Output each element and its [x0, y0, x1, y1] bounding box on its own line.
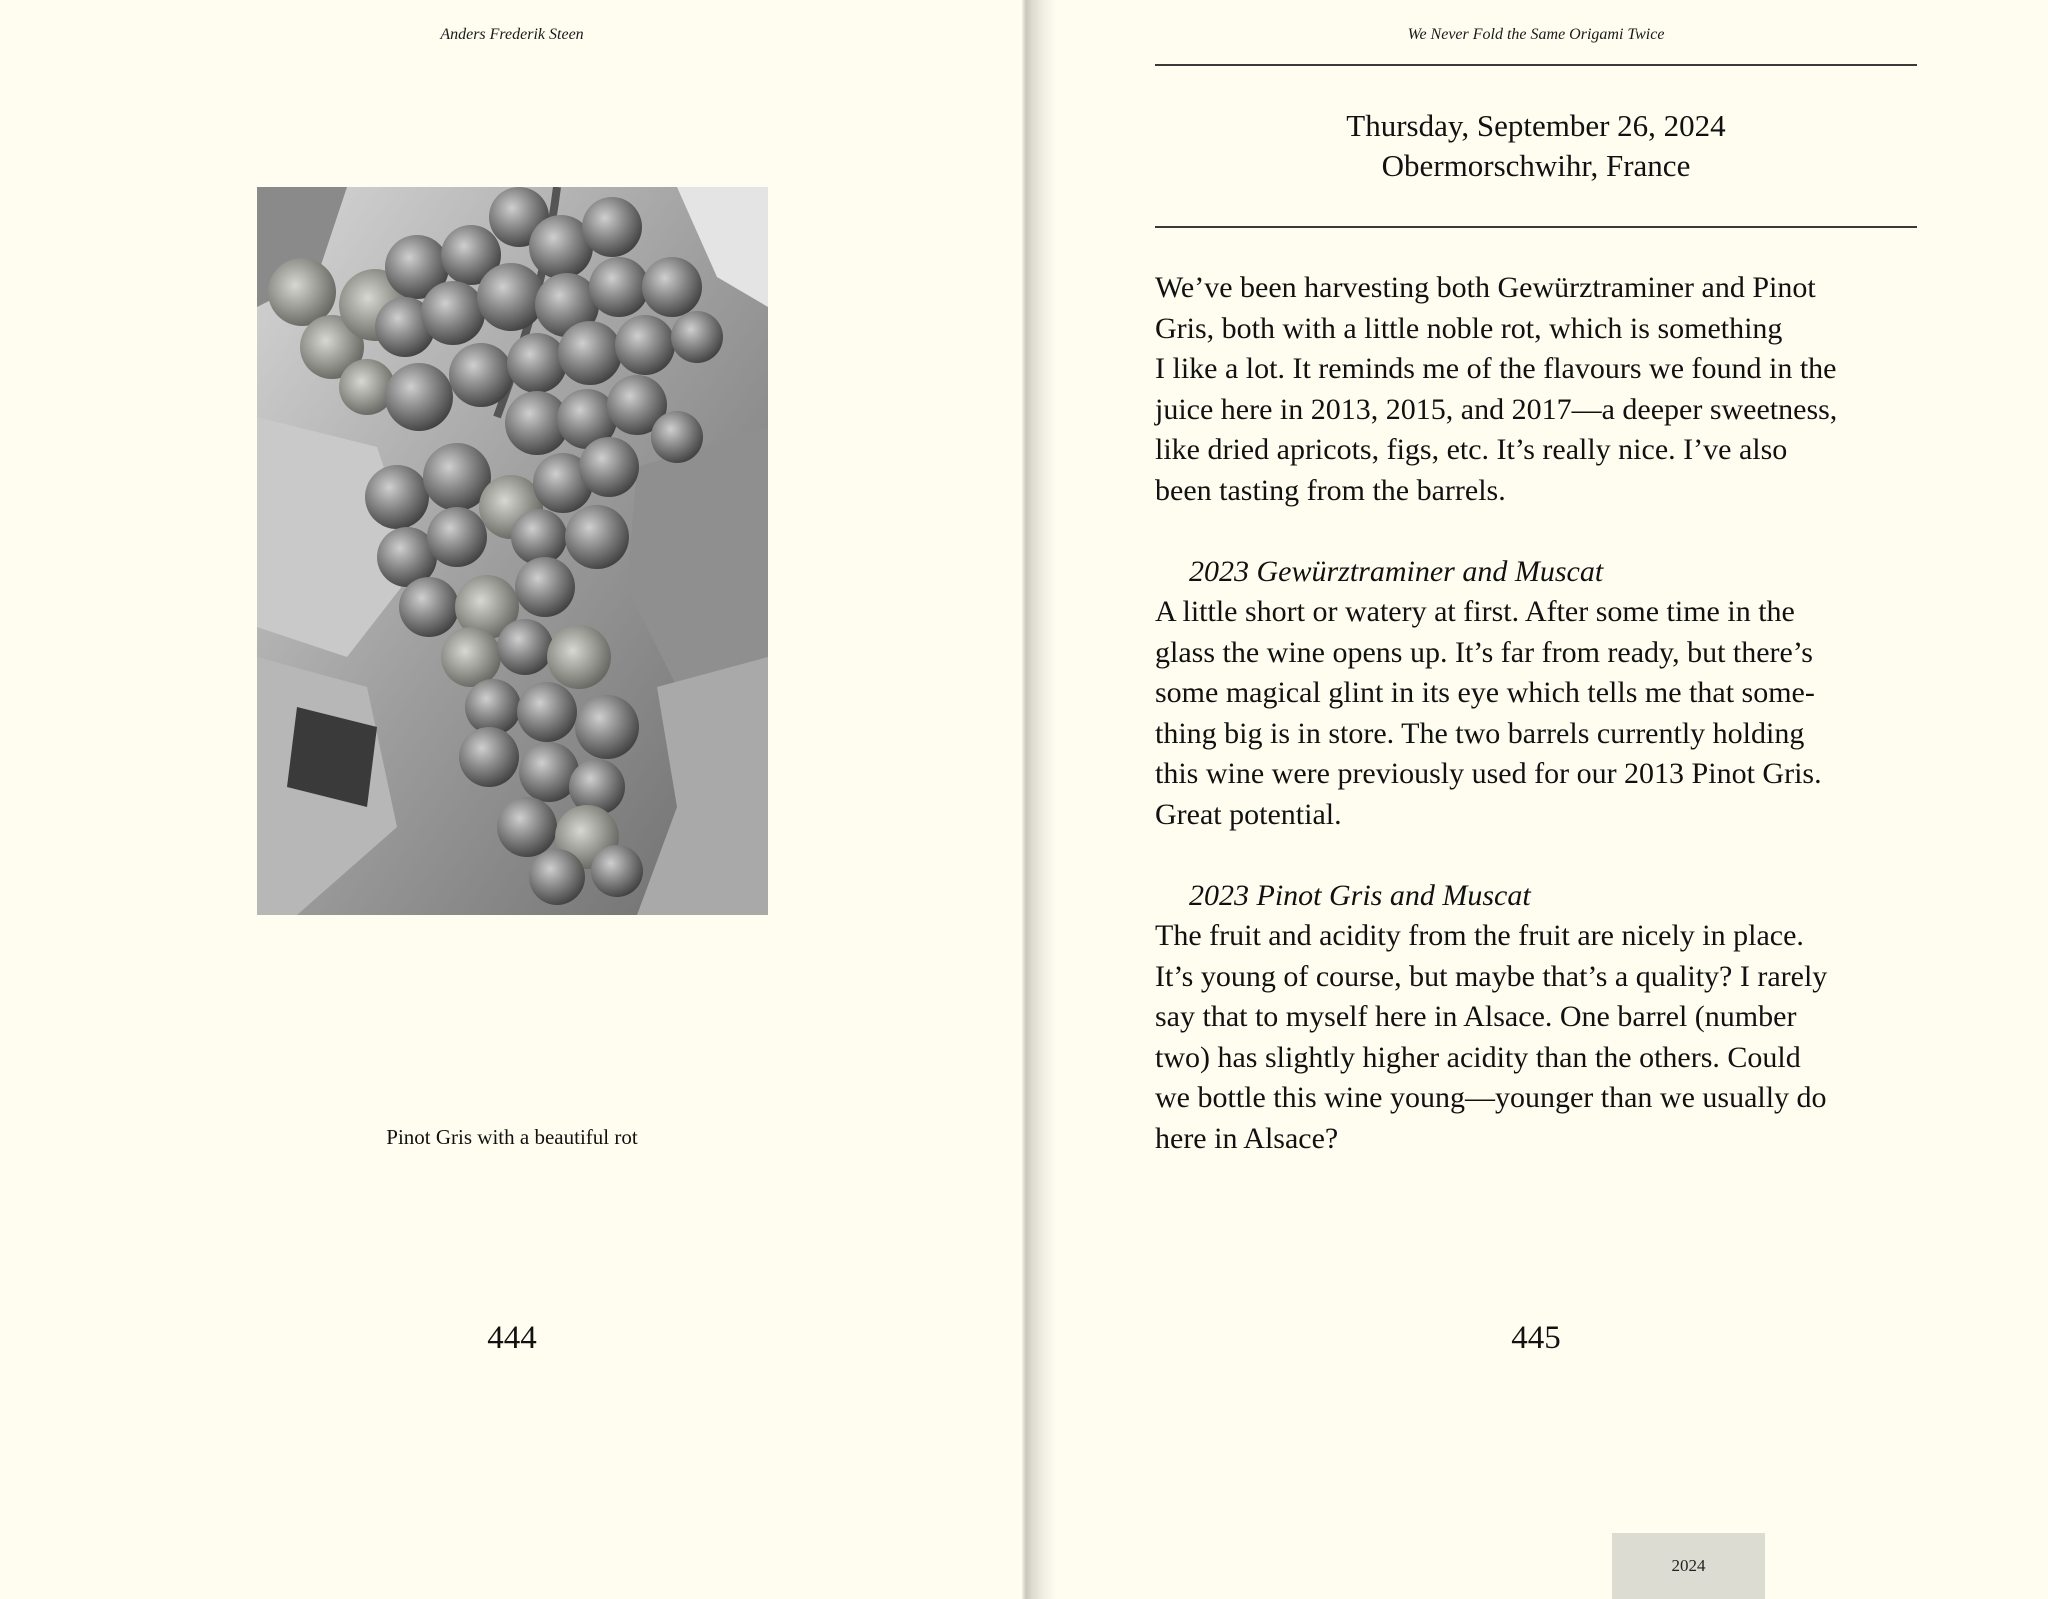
- paragraph-gap: [1155, 835, 1917, 876]
- year-tab[interactable]: 2024: [1612, 1533, 1765, 1599]
- tasting-note-line: It’s young of course, but maybe that’s a quality? I rarely: [1155, 959, 1828, 993]
- tasting-note-heading: 2023 Gewürztraminer and Muscat: [1189, 554, 1604, 588]
- grape-cluster-illustration: [257, 187, 768, 915]
- tasting-note-line: The fruit and acidity from the fruit are nicely in place.: [1155, 919, 1804, 952]
- page-number-right: 445: [1511, 1320, 1561, 1356]
- tasting-note-line: two) has slightly higher acidity than the others. Could: [1155, 1040, 1801, 1074]
- tasting-note-line: some magical glint in its eye which tells me that some-: [1155, 676, 1815, 709]
- grape-cluster-photo: [257, 187, 768, 915]
- tasting-note-line: say that to myself here in Alsace. One barrel (number: [1155, 1000, 1797, 1033]
- tasting-note-line: this wine were previously used for our 2013 Pinot Gris.: [1155, 757, 1822, 790]
- running-head-title: We Never Fold the Same Origami Twice: [1407, 26, 1665, 43]
- bottom-rule: [1155, 226, 1917, 228]
- intro-line: We’ve been harvesting both Gewürztraminer and Pinot: [1155, 271, 1816, 304]
- intro-line: juice here in 2013, 2015, and 2017—a deeper sweetness,: [1155, 392, 1838, 426]
- paragraph-gap: [1155, 511, 1917, 552]
- intro-line: been tasting from the barrels.: [1155, 473, 1506, 507]
- book-gutter-shadow: [1022, 0, 1056, 1599]
- tasting-note-line: A little short or watery at first. After some time in the: [1155, 595, 1795, 628]
- entry-place: Obermorschwihr, France: [1381, 148, 1691, 183]
- entry-date: Thursday, September 26, 2024: [1346, 108, 1726, 143]
- tasting-note-line: here in Alsace?: [1155, 1121, 1339, 1155]
- tasting-note-line: glass the wine opens up. It’s far from ready, but there’s: [1155, 635, 1813, 669]
- top-rule: [1155, 64, 1917, 66]
- running-head-author: Anders Frederik Steen: [440, 26, 584, 43]
- tasting-note-line: Great potential.: [1155, 797, 1342, 831]
- intro-line: like dried apricots, figs, etc. It’s really nice. I’ve also: [1155, 433, 1788, 466]
- photo-caption: Pinot Gris with a beautiful rot: [386, 1125, 638, 1149]
- page-number-left: 444: [487, 1320, 537, 1356]
- intro-line: I like a lot. It reminds me of the flavours we found in the: [1155, 352, 1837, 385]
- tasting-note-heading: 2023 Pinot Gris and Muscat: [1189, 878, 1531, 912]
- tasting-note-line: thing big is in store. The two barrels currently holding: [1155, 716, 1805, 750]
- dateline: [1155, 106, 1917, 186]
- intro-line: Gris, both with a little noble rot, which is something: [1155, 311, 1783, 345]
- journal-entry: [1155, 268, 1917, 1159]
- tasting-note-line: we bottle this wine young—younger than we usually do: [1155, 1081, 1827, 1114]
